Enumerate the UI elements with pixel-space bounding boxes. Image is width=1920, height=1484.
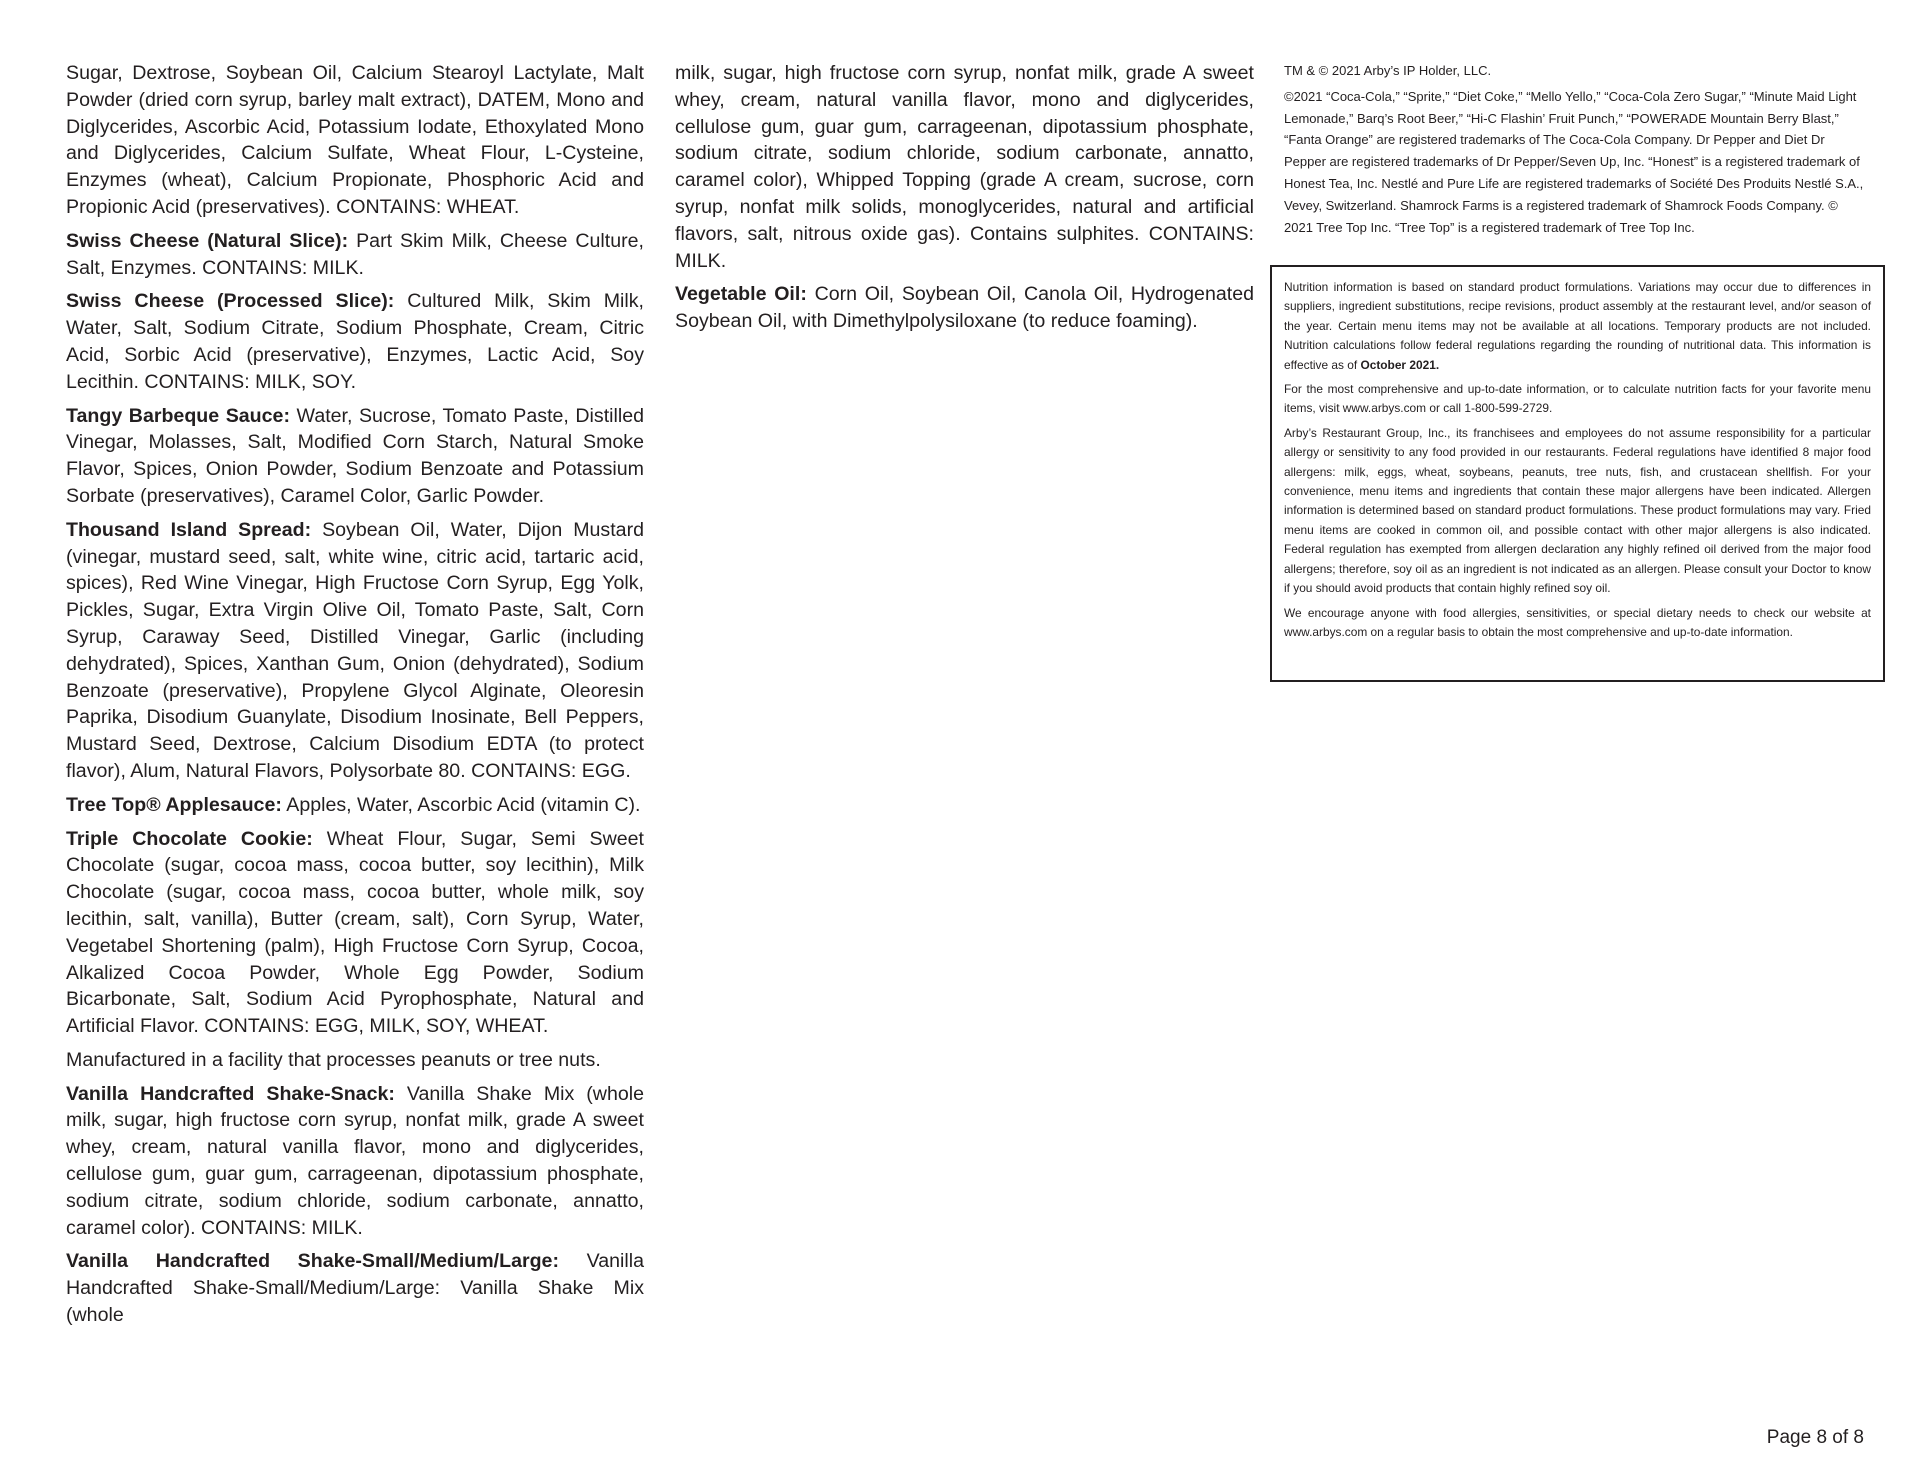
ingredient-name: Triple Chocolate Cookie: xyxy=(66,827,313,850)
ingredient-name: Swiss Cheese (Natural Slice): xyxy=(66,229,349,252)
facility-note xyxy=(66,1047,644,1074)
nutrition-disclaimer-box xyxy=(1270,265,1885,682)
ingredients-column-middle xyxy=(675,60,1254,342)
page-number: Page 8 of 8 xyxy=(1766,1427,1864,1448)
ingredient-name: Tree Top® Applesauce: xyxy=(66,793,282,816)
ingredient-name: Vanilla Handcrafted Shake-Snack: xyxy=(66,1082,395,1105)
disclaimer-paragraph: We encourage anyone with food allergies, sensitivities, or special dietary needs to check our website at www.arbys.com on a regular basis to obtain the most comprehensive and up-to-date information. xyxy=(1284,605,1871,639)
ingredient-name: Tangy Barbeque Sauce: xyxy=(66,404,290,427)
disclaimer-text: Nutrition information is based on standard product formulations. Variations may occur due to differences in suppliers, ingredient substitutions, recipe revisions, product assembly at the restaurant level, and/or season of the year. Certain menu items may not be available at all locations. Temporary products are not included. Nutrition calculations follow federal regulations regarding the rounding of nutritional data. This information is effective as of xyxy=(1284,280,1871,372)
ingredient-entry xyxy=(66,288,644,395)
ingredient-text: Soybean Oil, Water, Dijon Mustard (vinegar, mustard seed, salt, white wine, citric acid, tartaric acid, spices), Red Wine Vinegar, High Fructose Corn Syrup, Egg Yolk, Pickles, Sugar, Extra Virgin Olive Oil, Tomato Paste, Salt, Corn Syrup, Caraway Seed, Distilled Vinegar, Garlic (including dehydrated), Spices, Xanthan Gum, Onion (dehydrated), Sodium Benzoate (preservative), Propylene Glycol Alginate, Oleoresin Paprika, Disodium Guanylate, Disodium Inosinate, Bell Peppers, Mustard Seed, Dextrose, Calcium Disodium EDTA (to protect flavor), Alum, Natural Flavors, Polysorbate 80. CONTAINS: EGG. xyxy=(66,518,644,782)
ingredient-name: Thousand Island Spread: xyxy=(66,518,312,541)
ingredient-entry xyxy=(66,826,644,1040)
ingredients-column-left xyxy=(66,60,644,1336)
trademark-paragraph: ©2021 “Coca-Cola,” “Sprite,” “Diet Coke,” “Mello Yello,” “Coca-Cola Zero Sugar,” “Minute Maid Light Lemonade,” Barq’s Root Beer,” “Hi-C Flashin’ Fruit Punch,” “POWERADE Mountain Berry Blast,” “Fanta Orange” are registered trademarks of The Coca-Cola Company. Dr Pepper and Diet Dr Pepper are registered trademarks of Dr Pepper/Seven Up, Inc. “Honest” is a registered trademark of Honest Tea, Inc. Nestlé and Pure Life are registered trademarks of Société Des Produits Nestlé S.A., Vevey, Switzerland. Shamrock Farms is a registered trademark of Shamrock Foods Company. © 2021 Tree Top Inc. “Tree Top” is a registered trademark of Tree Top Inc. xyxy=(1284,88,1864,235)
ingredient-entry xyxy=(66,792,644,819)
ingredient-text: Cultured Milk, Skim Milk, Water, Salt, Sodium Citrate, Sodium Phosphate, Cream, Citric Acid, Sorbic Acid (preservative), Enzymes, Lactic Acid, Soy Lecithin. CONTAINS: MILK, SOY. xyxy=(66,290,644,393)
ingredient-entry xyxy=(675,60,1254,274)
ingredient-name: Swiss Cheese (Processed Slice): xyxy=(66,290,395,313)
ingredient-text: Apples, Water, Ascorbic Acid (vitamin C). xyxy=(286,793,641,816)
ingredient-text: Corn Oil, Soybean Oil, Canola Oil, Hydrogenated Soybean Oil, with Dimethylpolysiloxane (to reduce foaming). xyxy=(675,283,1254,333)
ingredient-name: Vanilla Handcrafted Shake-Small/Medium/Large: xyxy=(66,1250,559,1273)
ingredient-text: Part Skim Milk, Cheese Culture, Salt, Enzymes. CONTAINS: MILK. xyxy=(66,229,644,279)
ingredient-entry xyxy=(66,517,644,785)
ingredient-text: milk, sugar, high fructose corn syrup, nonfat milk, grade A sweet whey, cream, natural vanilla flavor, mono and diglycerides, cellulose gum, guar gum, carrageenan, dipotassium phosphate, sodium citrate, sodium chloride, sodium carbonate, annatto, caramel color), Whipped Topping (grade A cream, sucrose, corn syrup, nonfat milk solids, monoglycerides, natural and artificial flavors, salt, nitrous oxide gas). Contains sulphites. CONTAINS: MILK. xyxy=(675,62,1254,272)
ingredient-text: Sugar, Dextrose, Soybean Oil, Calcium Stearoyl Lactylate, Malt Powder (dried corn syrup, barley malt extract), DATEM, Mono and Diglycerides, Ascorbic Acid, Potassium Iodate, Ethoxylated Mono and Diglycerides, Calcium Sulfate, Wheat Flour, L-Cysteine, Enzymes (wheat), Calcium Propionate, Phosphoric Acid and Propionic Acid (preservatives). CONTAINS: WHEAT. xyxy=(66,62,644,218)
ingredient-text: Wheat Flour, Sugar, Semi Sweet Chocolate (sugar, cocoa mass, cocoa butter, soy lecithin), Milk Chocolate (sugar, cocoa mass, cocoa butter, whole milk, soy lecithin, salt, vanilla), Butter (cream, salt), Corn Syrup, Water, Vegetabel Shortening (palm), High Fructose Corn Syrup, Cocoa, Alkalized Cocoa Powder, Whole Egg Powder, Sodium Bicarbonate, Salt, Sodium Acid Pyrophosphate, Natural and Artificial Flavor. CONTAINS: EGG, MILK, SOY, WHEAT. xyxy=(66,827,644,1038)
disclaimer-paragraph: For the most comprehensive and up-to-date information, or to calculate nutrition facts for your favorite menu items, visit www.arbys.com or call 1-800-599-2729. xyxy=(1284,382,1871,416)
ingredient-text: Vanilla Shake Mix (whole milk, sugar, high fructose corn syrup, nonfat milk, grade A sweet whey, cream, natural vanilla flavor, mono and diglycerides, cellulose gum, guar gum, carrageenan, dipotassium phosphate, sodium citrate, sodium chloride, sodium carbonate, annatto, caramel color). CONTAINS: MILK. xyxy=(66,1082,644,1239)
ingredient-text: Manufactured in a facility that processes peanuts or tree nuts. xyxy=(66,1048,601,1071)
ingredient-entry xyxy=(66,403,644,510)
trademark-line: TM & © 2021 Arby’s IP Holder, LLC. xyxy=(1284,63,1492,78)
trademark-notes xyxy=(1284,60,1864,242)
disclaimer-paragraph xyxy=(1284,278,1871,375)
ingredient-entry xyxy=(66,60,644,221)
ingredient-name: Vegetable Oil: xyxy=(675,283,807,306)
effective-date: October 2021. xyxy=(1360,357,1440,372)
ingredient-text: Water, Sucrose, Tomato Paste, Distilled Vinegar, Molasses, Salt, Modified Corn Starch, Natural Smoke Flavor, Spices, Onion Powder, Sodium Benzoate and Potassium Sorbate (preservatives), Caramel Color, Garlic Powder. xyxy=(66,404,644,507)
ingredient-text: Vanilla Handcrafted Shake-Small/Medium/Large: Vanilla Shake Mix (whole xyxy=(66,1250,644,1327)
ingredient-entry xyxy=(66,1248,644,1328)
ingredient-entry xyxy=(66,228,644,282)
disclaimer-paragraph: Arby’s Restaurant Group, Inc., its franchisees and employees do not assume responsibility for a particular allergy or sensitivity to any food provided in our restaurants. Federal regulations have identified 8 major food allergens: milk, eggs, wheat, soybeans, peanuts, tree nuts, fish, and crustacean shellfish. For your convenience, menu items and ingredients that contain these major allergens have been indicated. Allergen information is determined based on standard product formulations. These product formulations may vary. Fried menu items are cooked in common oil, and possible contact with other major allergens is also indicated. Federal regulation has exempted from allergen declaration any highly refined oil derived from the major food allergens; therefore, soy oil as an ingredient is not indicated as an allergen. Please consult your Doctor to know if you should avoid products that contain highly refined soy oil. xyxy=(1284,425,1871,596)
ingredient-entry xyxy=(675,281,1254,335)
ingredient-entry xyxy=(66,1081,644,1242)
